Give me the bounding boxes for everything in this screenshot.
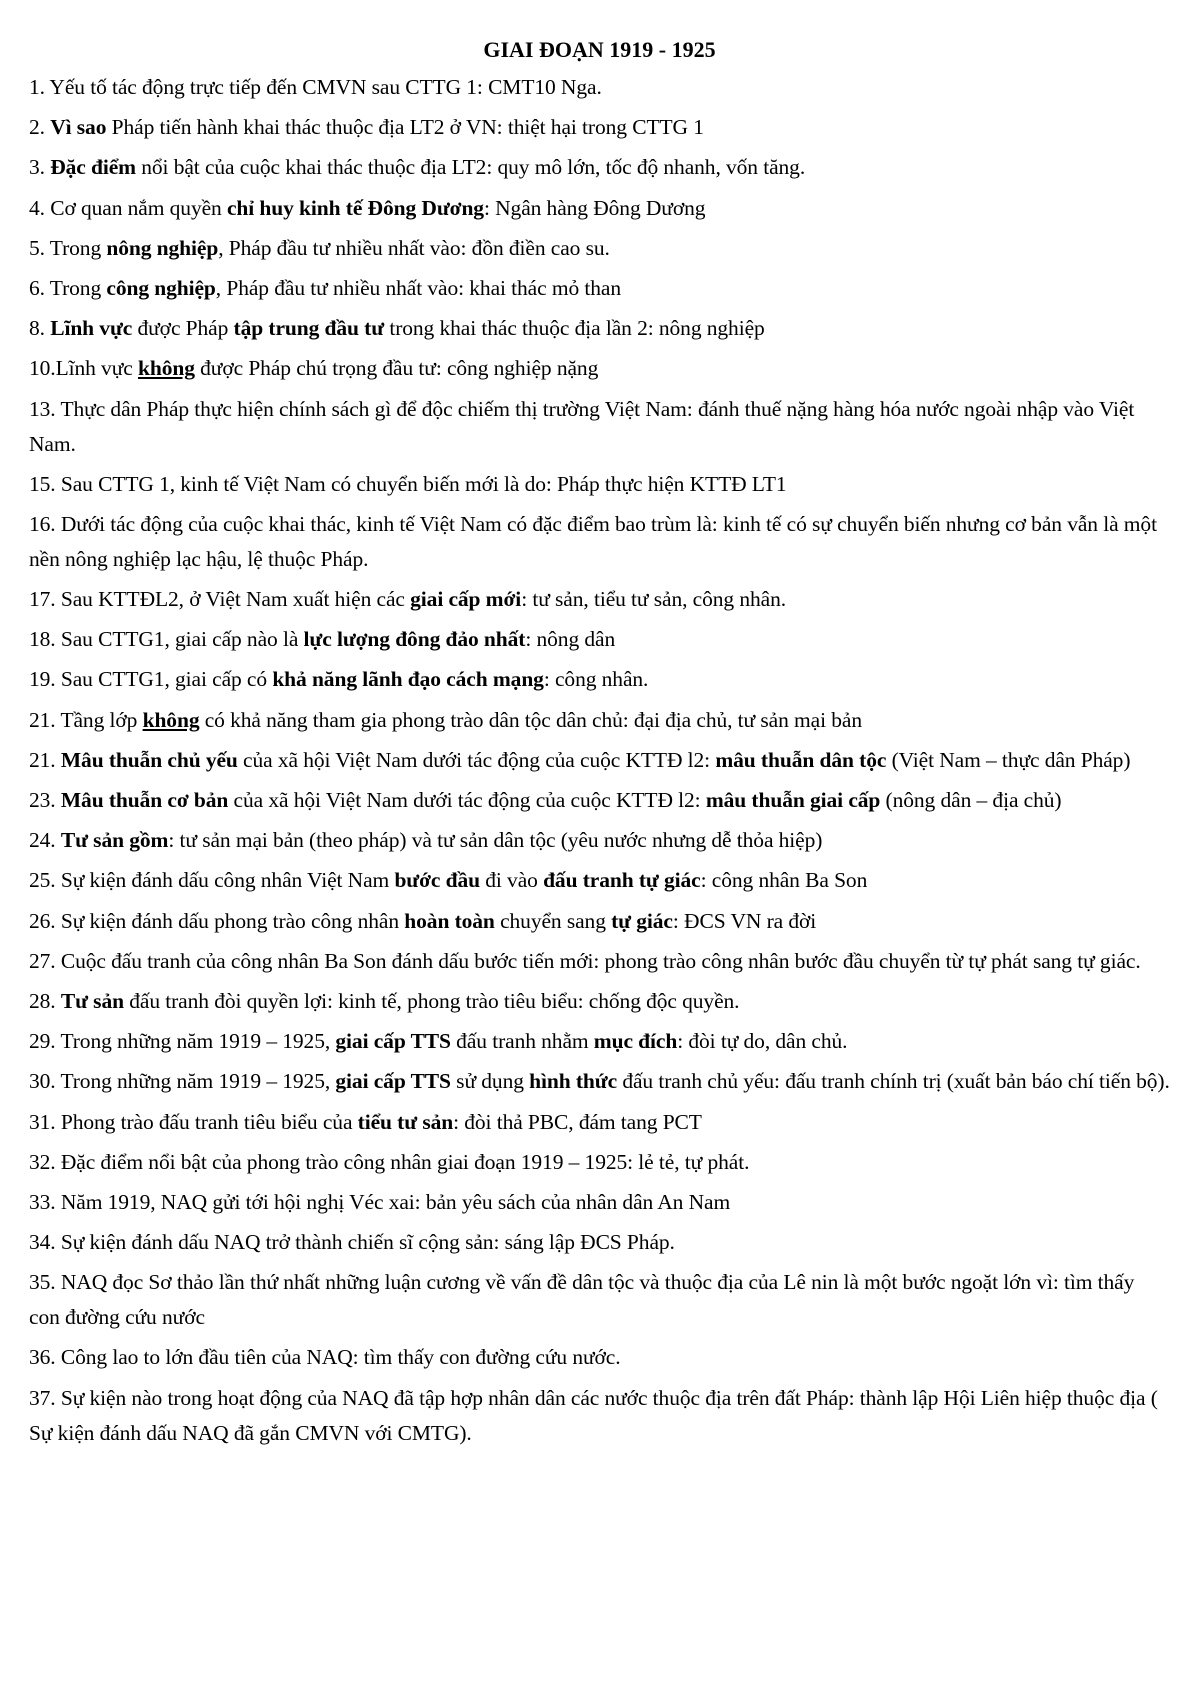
emphasis-bold: lực lượng đông đảo nhất	[303, 627, 526, 652]
list-item	[29, 392, 1170, 462]
text-segment: 4. Cơ quan nắm quyền	[29, 195, 227, 220]
emphasis-bold: Vì sao	[50, 115, 107, 140]
list-item	[29, 823, 1170, 858]
list-item	[29, 1145, 1170, 1180]
list-item	[29, 1265, 1170, 1335]
text-segment: chuyển sang	[494, 908, 612, 933]
list-item	[29, 70, 1170, 105]
text-segment: 17. Sau KTTĐL2, ở Việt Nam xuất hiện các	[29, 587, 411, 612]
list-item	[29, 904, 1170, 939]
emphasis-underlined: không	[137, 356, 195, 381]
text-segment: 37. Sự kiện nào trong hoạt động của NAQ đã tập hợp nhân dân các nước thuộc địa trên đất Pháp: thành lập Hội Liên hiệp thuộc địa ( Sự kiện đánh dấu NAQ đã gắn CMVN với CMTG).	[29, 1385, 1158, 1445]
text-segment: 21.	[29, 747, 61, 772]
text-segment: : tư sản, tiểu tư sản, công nhân.	[521, 587, 787, 612]
text-segment: 32. Đặc điểm nổi bật của phong trào công nhân giai đoạn 1919 – 1925: lẻ tẻ, tự phát.	[29, 1149, 750, 1174]
text-segment: 34. Sự kiện đánh dấu NAQ trở thành chiến sĩ cộng sản: sáng lập ĐCS Pháp.	[29, 1230, 675, 1255]
text-segment: , Pháp đầu tư nhiều nhất vào: khai thác mỏ than	[215, 275, 622, 300]
list-item	[29, 1340, 1170, 1375]
emphasis-bold	[143, 708, 200, 732]
text-segment: (nông dân – địa chủ)	[880, 788, 1062, 812]
emphasis-bold: khả năng lãnh đạo cách mạng	[272, 667, 544, 692]
list-item	[29, 582, 1170, 617]
emphasis-bold: công nghiệp	[106, 275, 216, 300]
text-segment: 13. Thực dân Pháp thực hiện chính sách gì để độc chiếm thị trường Việt Nam: đánh thuế nặng hàng hóa nước ngoài nhập vào Việt Nam.	[29, 396, 1135, 456]
list-item	[29, 863, 1170, 898]
text-segment: 21. Tầng lớp	[29, 707, 143, 732]
emphasis-bold: hình thức	[529, 1069, 618, 1094]
page-title: GIAI ĐOẠN 1919 - 1925	[483, 37, 716, 62]
text-segment: 5. Trong	[29, 235, 107, 260]
text-segment: 35. NAQ đọc Sơ thảo lần thứ nhất những luận cương về vấn đề dân tộc và thuộc địa của Lê nin là một bước ngoặt lớn vì: tìm thấy con đường cứu nước	[29, 1270, 1135, 1330]
list-item	[29, 662, 1170, 697]
text-segment: 6. Trong	[29, 275, 107, 300]
emphasis-bold: Lĩnh vực	[50, 316, 133, 341]
text-segment: 28.	[29, 988, 61, 1013]
text-segment: 27. Cuộc đấu tranh của công nhân Ba Son đánh dấu bước tiến mới: phong trào công nhân bước đầu chuyển từ tự phát sang tự giác.	[29, 948, 1141, 973]
text-segment: được Pháp	[132, 316, 234, 341]
text-segment: 33. Năm 1919, NAQ gửi tới hội nghị Véc xai: bản yêu sách của nhân dân An Nam	[29, 1189, 731, 1214]
emphasis-bold: mâu thuẫn giai cấp	[705, 788, 881, 812]
text-segment: đấu tranh nhằm	[450, 1029, 594, 1054]
emphasis-bold: Mâu thuẫn cơ bản	[60, 788, 229, 812]
text-segment: 19. Sau CTTG1, giai cấp có	[29, 667, 273, 692]
emphasis-bold: giai cấp TTS	[335, 1029, 451, 1054]
text-segment: : đòi tự do, dân chủ.	[677, 1029, 848, 1054]
text-segment: 10.Lĩnh vực	[29, 356, 138, 381]
text-segment: Pháp tiến hành khai thác thuộc địa LT2 ở VN: thiệt hại trong CTTG 1	[106, 115, 704, 140]
list-item	[29, 271, 1170, 306]
text-segment: nổi bật của cuộc khai thác thuộc địa LT2: quy mô lớn, tốc độ nhanh, vốn tăng.	[135, 155, 806, 180]
list-item	[29, 703, 1170, 738]
text-segment: đấu tranh đòi quyền lợi: kinh tế, phong trào tiêu biểu: chống độc quyền.	[123, 988, 740, 1013]
emphasis-bold	[138, 356, 195, 380]
text-segment: của xã hội Việt Nam dưới tác động của cuộc KTTĐ l2:	[228, 788, 706, 812]
text-segment: 18. Sau CTTG1, giai cấp nào là	[29, 627, 304, 652]
emphasis-underlined: không	[142, 707, 200, 732]
text-segment: sử dụng	[450, 1069, 530, 1094]
list-item	[29, 1225, 1170, 1260]
list-item	[29, 150, 1170, 185]
text-segment: 15. Sau CTTG 1, kinh tế Việt Nam có chuyển biến mới là do: Pháp thực hiện KTTĐ LT1	[29, 471, 787, 496]
list-item	[29, 467, 1170, 502]
text-segment: : ĐCS VN ra đời	[672, 908, 817, 933]
list-item	[29, 1381, 1170, 1451]
question-list	[29, 70, 1170, 1451]
text-segment: của xã hội Việt Nam dưới tác động của cuộc KTTĐ l2:	[237, 747, 716, 772]
text-segment: : đòi thả PBC, đám tang PCT	[453, 1109, 702, 1134]
text-segment: 16. Dưới tác động của cuộc khai thác, kinh tế Việt Nam có đặc điểm bao trùm là: kinh tế có sự chuyển biến nhưng cơ bản vẫn là một nền nông nghiệp lạc hậu, lệ thuộc Pháp.	[29, 511, 1157, 571]
list-item	[29, 984, 1170, 1019]
text-segment: 24.	[29, 828, 61, 853]
text-segment: : nông dân	[525, 627, 616, 652]
emphasis-bold: tiểu tư sản	[357, 1109, 454, 1134]
text-segment: : Ngân hàng Đông Dương	[483, 195, 706, 220]
text-segment: (Việt Nam – thực dân Pháp)	[886, 747, 1131, 772]
list-item	[29, 231, 1170, 266]
list-item	[29, 1024, 1170, 1059]
emphasis-bold: đấu tranh tự giác	[543, 868, 701, 893]
text-segment: , Pháp đầu tư nhiều nhất vào: đồn điền cao su.	[218, 235, 610, 260]
text-segment: được Pháp chú trọng đầu tư: công nghiệp nặng	[194, 356, 599, 381]
emphasis-bold: Đặc điểm	[50, 155, 136, 180]
list-item	[29, 783, 1170, 818]
text-segment: 25. Sự kiện đánh dấu công nhân Việt Nam	[29, 868, 395, 893]
text-segment: 29. Trong những năm 1919 – 1925,	[29, 1029, 336, 1054]
emphasis-bold: nông nghiệp	[106, 235, 219, 260]
text-segment: trong khai thác thuộc địa lần 2: nông nghiệp	[384, 316, 765, 341]
text-segment: : tư sản mại bản (theo pháp) và tư sản dân tộc (yêu nước nhưng dễ thỏa hiệp)	[168, 828, 823, 853]
text-segment: 3.	[29, 155, 51, 180]
list-item	[29, 1185, 1170, 1220]
text-segment: 36. Công lao to lớn đầu tiên của NAQ: tìm thấy con đường cứu nước.	[29, 1345, 621, 1370]
emphasis-bold: Tư sản gồm	[60, 828, 169, 853]
text-segment: 30. Trong những năm 1919 – 1925,	[29, 1069, 336, 1094]
text-segment: 2.	[29, 115, 51, 140]
text-segment: 1. Yếu tố tác động trực tiếp đến CMVN sau CTTG 1: CMT10 Nga.	[29, 75, 602, 99]
emphasis-bold: Tư sản	[60, 988, 124, 1013]
emphasis-bold: mục đích	[593, 1029, 678, 1054]
emphasis-bold: hoàn toàn	[404, 908, 495, 933]
emphasis-bold: tập trung đầu tư	[233, 316, 385, 341]
list-item	[29, 622, 1170, 657]
list-item	[29, 191, 1170, 226]
list-item	[29, 351, 1170, 386]
list-item	[29, 1064, 1170, 1099]
emphasis-bold: giai cấp mới	[410, 587, 522, 612]
emphasis-bold: giai cấp TTS	[335, 1069, 451, 1094]
list-item	[29, 507, 1170, 577]
list-item	[29, 110, 1170, 145]
text-segment: có khả năng tham gia phong trào dân tộc dân chủ: đại địa chủ, tư sản mại bản	[199, 707, 862, 732]
emphasis-bold: bước đầu	[394, 868, 480, 893]
list-item	[29, 944, 1170, 979]
emphasis-bold: Mâu thuẫn chủ yếu	[60, 747, 238, 772]
text-segment: đấu tranh chủ yếu: đấu tranh chính trị (xuất bản báo chí tiến bộ).	[617, 1069, 1170, 1094]
list-item	[29, 311, 1170, 346]
text-segment: 31. Phong trào đấu tranh tiêu biểu của	[29, 1109, 358, 1134]
emphasis-bold: tự giác	[611, 908, 673, 933]
text-segment: 8.	[29, 316, 51, 341]
text-segment: 26. Sự kiện đánh dấu phong trào công nhân	[29, 908, 405, 933]
emphasis-bold: chỉ huy kinh tế Đông Dương	[226, 195, 484, 220]
emphasis-bold: mâu thuẫn dân tộc	[715, 747, 887, 772]
list-item	[29, 1105, 1170, 1140]
text-segment: : công nhân.	[543, 667, 649, 692]
list-item	[29, 743, 1170, 778]
text-segment: đi vào	[479, 868, 544, 893]
text-segment: : công nhân Ba Son	[700, 868, 868, 893]
text-segment: 23.	[29, 788, 61, 812]
